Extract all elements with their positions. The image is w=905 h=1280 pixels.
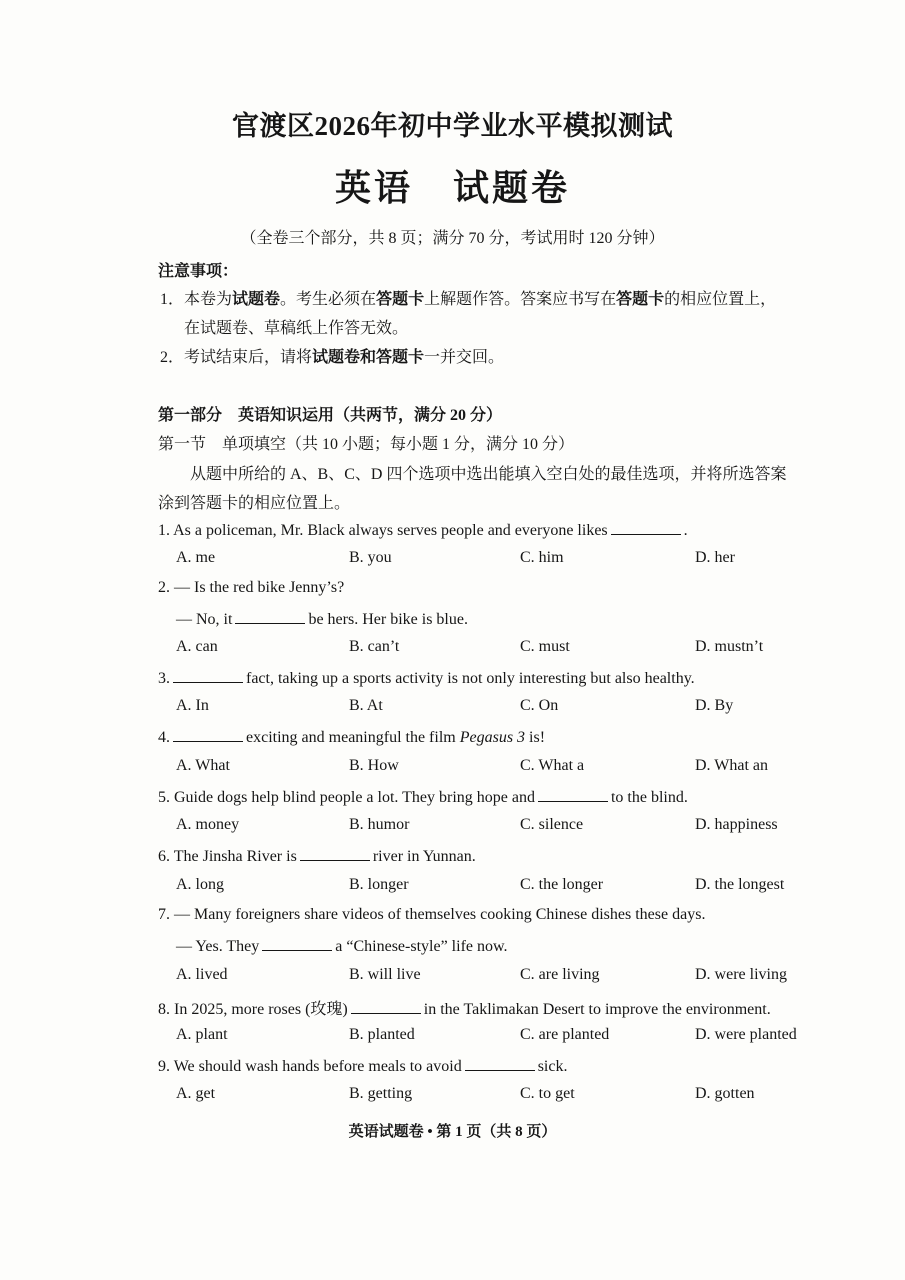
option-a: A. can (176, 638, 218, 655)
notice-emphasis: 试题卷 (232, 291, 281, 308)
option-a: A. money (176, 816, 240, 833)
option-c: C. On (520, 697, 559, 714)
option-d: D. the longest (695, 876, 785, 893)
option-d: D. mustn’t (695, 638, 764, 655)
exam-title: 官渡区2026年初中学业水平模拟测试 (232, 111, 673, 141)
question-2: 2. — Is the red bike Jenny’s? (158, 579, 345, 596)
notice-text: 上解题作答。答案应书写在 (424, 291, 617, 308)
question-5-options (176, 816, 876, 838)
exam-info: （全卷三个部分，共 8 页；满分 70 分，考试用时 120 分钟） (240, 230, 665, 247)
answer-blank (465, 1056, 535, 1071)
option-b: B. getting (349, 1085, 413, 1102)
option-b: B. planted (349, 1026, 415, 1043)
option-a: A. plant (176, 1026, 228, 1043)
answer-blank (538, 787, 608, 802)
question-text: — No, it (176, 611, 233, 628)
question-text: fact, taking up a sports activity is not only interesting but also healthy. (246, 670, 695, 687)
question-1-options (176, 549, 876, 571)
question-text: exciting and meaningful the film (246, 729, 456, 746)
question-text: be hers. Her bike is blue. (308, 611, 468, 628)
option-a: A. In (176, 697, 209, 714)
question-text: 1. As a policeman, Mr. Black always serves people and everyone likes (158, 522, 608, 539)
option-b: B. longer (349, 876, 409, 893)
paper-type-label: 试题卷 (453, 168, 571, 208)
option-a: A. get (176, 1085, 216, 1102)
notice-item-2 (160, 344, 504, 367)
answer-blank (235, 609, 305, 624)
instruction-line-2: 涂到答题卡的相应位置上。 (158, 495, 351, 512)
subject-label: 英语 (334, 168, 413, 208)
question-text: 5. Guide dogs help blind people a lot. They bring hope and (158, 789, 535, 806)
answer-blank (300, 846, 370, 861)
notice-emphasis: 答题卡 (616, 291, 665, 308)
notice-emphasis: 试题卷和答题卡 (312, 349, 425, 366)
question-6-options (176, 876, 876, 898)
answer-blank (262, 936, 332, 951)
answer-blank (351, 999, 421, 1014)
notice-text: 本卷为 (184, 291, 233, 308)
notice-item-2-num: 2． (160, 349, 185, 366)
question-text: sick. (537, 1058, 568, 1075)
option-d: D. her (695, 549, 735, 566)
question-text: in the Taklimakan Desert to improve the environment. (423, 1001, 771, 1018)
question-7-options (176, 966, 876, 988)
part1-heading: 第一部分 英语知识运用（共两节，满分 20 分） (158, 407, 503, 424)
option-a: A. lived (176, 966, 228, 983)
question-7: 7. — Many foreigners share videos of themselves cooking Chinese dishes these days. (158, 906, 706, 923)
question-text: 8. In 2025, more roses (玫瑰) (158, 1001, 348, 1018)
question-4 (158, 727, 545, 747)
question-6 (158, 846, 476, 866)
question-text: — Yes. They (176, 938, 260, 955)
film-title: Pegasus 3 (459, 729, 526, 746)
option-a: A. long (176, 876, 224, 893)
question-text: 3. (158, 670, 170, 687)
notice-text: 考试结束后，请将 (184, 349, 313, 366)
question-text: is! (529, 729, 546, 746)
option-c: C. him (520, 549, 564, 566)
option-a: A. me (176, 549, 216, 566)
question-3-options (176, 697, 876, 719)
question-7-reply (176, 936, 508, 956)
option-d: D. were living (695, 966, 787, 983)
option-d: D. gotten (695, 1085, 755, 1102)
section1-heading: 第一节 单项填空（共 10 小题；每小题 1 分，满分 10 分） (158, 436, 575, 453)
option-d: D. What an (695, 757, 769, 774)
question-8-options (176, 1026, 876, 1048)
question-text: 9. We should wash hands before meals to avoid (158, 1058, 462, 1075)
option-b: B. humor (349, 816, 410, 833)
question-1 (158, 520, 688, 540)
notice-item-1-line2: 在试题卷、草稿纸上作答无效。 (184, 320, 409, 337)
question-text: 6. The Jinsha River is (158, 848, 297, 865)
notice-emphasis: 答题卡 (376, 291, 425, 308)
notice-text: 一并交回。 (424, 349, 505, 366)
answer-blank (173, 668, 243, 683)
option-d: D. happiness (695, 816, 778, 833)
question-4-options (176, 757, 876, 779)
notice-item-1 (160, 286, 776, 309)
option-c: C. the longer (520, 876, 604, 893)
question-3 (158, 668, 695, 688)
option-a: A. What (176, 757, 230, 774)
option-b: B. How (349, 757, 399, 774)
instruction-line-1: 从题中所给的 A、B、C、D 四个选项中选出能填入空白处的最佳选项，并将所选答案 (190, 466, 787, 483)
option-b: B. you (349, 549, 392, 566)
page-footer: 英语试题卷 • 第 1 页（共 8 页） (348, 1124, 557, 1140)
option-d: D. By (695, 697, 734, 714)
option-d: D. were planted (695, 1026, 797, 1043)
question-text: to the blind. (610, 789, 688, 806)
question-text: a “Chinese-style” life now. (335, 938, 508, 955)
option-c: C. silence (520, 816, 584, 833)
option-c: C. What a (520, 757, 585, 774)
option-c: C. are planted (520, 1026, 610, 1043)
notice-heading: 注意事项： (158, 263, 239, 280)
exam-subject-title (0, 160, 905, 211)
question-text: . (683, 522, 688, 539)
question-text: river in Yunnan. (372, 848, 476, 865)
option-c: C. are living (520, 966, 600, 983)
question-2-options (176, 638, 876, 660)
answer-blank (173, 727, 243, 742)
option-c: C. must (520, 638, 570, 655)
answer-blank (611, 520, 681, 535)
question-9-options (176, 1085, 876, 1107)
notice-text: 的相应位置上， (664, 291, 777, 308)
option-b: B. At (349, 697, 383, 714)
question-5 (158, 787, 688, 807)
question-text: 4. (158, 729, 170, 746)
option-b: B. will live (349, 966, 421, 983)
question-9 (158, 1056, 567, 1076)
question-2-reply (176, 609, 468, 629)
question-8 (158, 996, 771, 1019)
option-b: B. can’t (349, 638, 400, 655)
option-c: C. to get (520, 1085, 575, 1102)
notice-item-1-num: 1． (160, 291, 185, 308)
notice-text: 。考生必须在 (280, 291, 377, 308)
